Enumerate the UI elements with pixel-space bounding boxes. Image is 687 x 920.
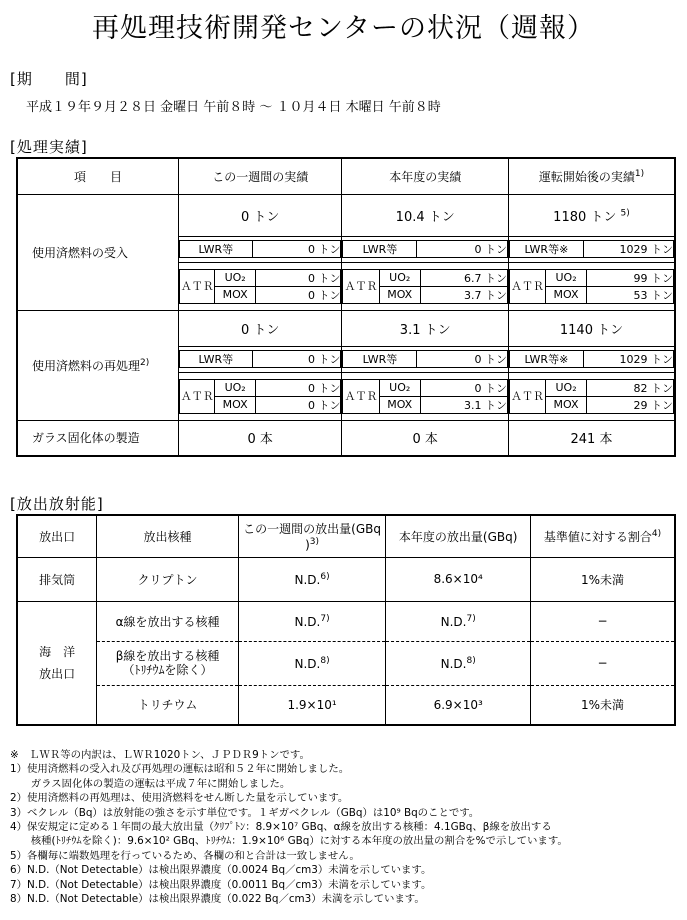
- table-row: [17, 601, 675, 641]
- stack-year: 8.6×10⁴: [386, 557, 531, 601]
- header-year: 本年度の実績: [342, 158, 509, 194]
- mox-value: 53 トン: [587, 286, 674, 303]
- mox-value: 3.7 トン: [420, 286, 507, 303]
- stack-ratio: 1%未満: [530, 557, 675, 601]
- lwr-value: 0 トン: [252, 351, 341, 368]
- uo2-value: 82 トン: [587, 379, 674, 396]
- lwr-label: LWR等: [179, 351, 252, 368]
- atr-label: ＡＴＲ: [343, 269, 379, 303]
- reprocess-week-total: 0 トン: [178, 310, 342, 346]
- ocean-ratio: −: [530, 641, 675, 685]
- header-total: 運転開始後の実績$^{1)}$: [508, 158, 675, 194]
- uo2-label: UO₂: [546, 379, 587, 396]
- header-outlet: 放出口: [17, 515, 97, 557]
- uo2-value: 0 トン: [420, 379, 507, 396]
- table-row: [17, 641, 675, 685]
- page-title: 再処理技術開発センターの状況（週報）: [92, 13, 595, 44]
- mox-label: MOX: [546, 286, 587, 303]
- uo2-label: UO₂: [215, 269, 255, 286]
- footnote: 3）ベクレル（Bq）は放射能の強さを示す単位です。１ギガベクレル（GBq）は10⁹ Bqのことです。: [10, 806, 480, 819]
- lwr-value: 1029 トン: [583, 351, 673, 368]
- period-heading: [期 間]: [10, 70, 88, 88]
- header-item: 項 目: [17, 158, 178, 194]
- ocean-year: N.D.$^{8)}$: [386, 641, 531, 685]
- stack-nuclide: クリプトン: [97, 557, 239, 601]
- ocean-week: N.D.$^{8)}$: [238, 641, 386, 685]
- lwr-label: LWR等: [179, 241, 252, 258]
- receipt-week-total: 0 トン: [178, 194, 342, 236]
- header-week-release: この一週間の放出量(GBq )$^{3)}$: [238, 515, 386, 557]
- lwr-label: LWR等※: [509, 241, 583, 258]
- mox-label: MOX: [379, 396, 420, 413]
- atr-label: ＡＴＲ: [343, 379, 379, 413]
- ocean-year: N.D.$^{7)}$: [386, 601, 531, 641]
- header-week: この一週間の実績: [178, 158, 342, 194]
- ocean-ratio: −: [530, 601, 675, 641]
- mox-value: 0 トン: [255, 286, 341, 303]
- footnote: 7）N.D.（Not Detectable）は検出限界濃度（0.0011 Bq／cm3）未満を示しています。: [10, 878, 432, 891]
- uo2-value: 0 トン: [255, 379, 341, 396]
- lwr-label: LWR等: [343, 351, 417, 368]
- stack-outlet: 排気筒: [17, 557, 97, 601]
- ocean-year: 6.9×10³: [386, 685, 531, 725]
- atr-label: ＡＴＲ: [179, 269, 215, 303]
- processing-heading: [処理実績]: [10, 138, 88, 156]
- lwr-value: 0 トン: [252, 241, 341, 258]
- table-row: [17, 557, 675, 601]
- glass-total: 241 本: [508, 420, 675, 456]
- uo2-label: UO₂: [379, 379, 420, 396]
- footnote: 6）N.D.（Not Detectable）は検出限界濃度（0.0024 Bq／cm3）未満を示しています。: [10, 864, 432, 877]
- ocean-nuclide: β線を放出する核種 （ﾄﾘﾁｳﾑを除く）: [97, 641, 239, 685]
- mox-label: MOX: [215, 286, 255, 303]
- atr-label: ＡＴＲ: [509, 379, 545, 413]
- reprocess-all-total: 1140 トン: [508, 310, 675, 346]
- header-nuclide: 放出核種: [97, 515, 239, 557]
- lwr-label: LWR等※: [509, 351, 583, 368]
- mox-value: 29 トン: [587, 396, 674, 413]
- mox-label: MOX: [379, 286, 420, 303]
- atr-label: ＡＴＲ: [179, 379, 215, 413]
- mox-label: MOX: [215, 396, 255, 413]
- receipt-label: 使用済燃料の受入: [17, 194, 178, 310]
- footnote: ガラス固化体の製造の運転は平成７年に開始しました。: [10, 777, 291, 790]
- footnotes: [10, 748, 682, 906]
- release-heading: [放出放射能]: [10, 495, 104, 513]
- ocean-outlet: 海 洋 放出口: [17, 601, 97, 725]
- footnote: 4）保安規定に定める１年間の最大放出量（ｸﾘﾌﾟﾄﾝ：8.9×10⁷ GBq、α線を放出する核種：4.1GBq、β線を放出する: [10, 821, 552, 834]
- lwr-value: 0 トン: [417, 351, 507, 368]
- uo2-label: UO₂: [546, 269, 587, 286]
- uo2-label: UO₂: [379, 269, 420, 286]
- receipt-year-total: 10.4 トン: [342, 194, 509, 236]
- footnote: 8）N.D.（Not Detectable）は検出限界濃度（0.022 Bq／cm3）未満を示しています。: [10, 893, 425, 906]
- reprocess-label: 使用済燃料の再処理$^{2)}$: [17, 310, 178, 420]
- release-table: [16, 514, 676, 726]
- ocean-week: 1.9×10¹: [238, 685, 386, 725]
- lwr-label: LWR等: [343, 241, 417, 258]
- ocean-nuclide: α線を放出する核種: [97, 601, 239, 641]
- reprocess-year-total: 3.1 トン: [342, 310, 509, 346]
- uo2-value: 0 トン: [255, 269, 341, 286]
- lwr-value: 1029 トン: [583, 241, 673, 258]
- glass-year: 0 本: [342, 420, 509, 456]
- footnote: 5）各欄毎に端数処理を行っているため、各欄の和と合計は一致しません。: [10, 849, 360, 862]
- ocean-ratio: 1%未満: [530, 685, 675, 725]
- lwr-value: 0 トン: [417, 241, 507, 258]
- stack-week: N.D.$^{6)}$: [238, 557, 386, 601]
- uo2-value: 6.7 トン: [420, 269, 507, 286]
- atr-label: ＡＴＲ: [509, 269, 545, 303]
- header-year-release: 本年度の放出量(GBq): [386, 515, 531, 557]
- mox-value: 3.1 トン: [420, 396, 507, 413]
- uo2-value: 99 トン: [587, 269, 674, 286]
- mox-value: 0 トン: [255, 396, 341, 413]
- footnote: 核種(ﾄﾘﾁｳﾑを除く)：9.6×10² GBq、ﾄﾘﾁｳﾑ：1.9×10⁶ GBq）に対する本年度の放出量の割合を%で示しています。: [10, 835, 568, 848]
- processing-table: [16, 157, 676, 457]
- footnote: 1）使用済燃料の受入れ及び再処理の運転は昭和５２年に開始しました。: [10, 763, 350, 776]
- ocean-nuclide: トリチウム: [97, 685, 239, 725]
- footnote: 2）使用済燃料の再処理は、使用済燃料をせん断した量を示しています。: [10, 792, 349, 805]
- mox-label: MOX: [546, 396, 587, 413]
- glass-label: ガラス固化体の製造: [17, 420, 178, 456]
- receipt-all-total: 1180 トン $^{5)}$: [508, 194, 675, 236]
- period-text: 平成１９年９月２８日 金曜日 午前８時 〜 １０月４日 木曜日 午前８時: [26, 100, 441, 115]
- table-row: [17, 685, 675, 725]
- footnote: ※ ＬＷＲ等の内訳は、ＬＷＲ1020トン、ＪＰＤＲ9トンです。: [10, 749, 310, 761]
- uo2-label: UO₂: [215, 379, 255, 396]
- header-ratio: 基準値に対する割合$^{4)}$: [530, 515, 675, 557]
- ocean-week: N.D.$^{7)}$: [238, 601, 386, 641]
- glass-week: 0 本: [178, 420, 342, 456]
